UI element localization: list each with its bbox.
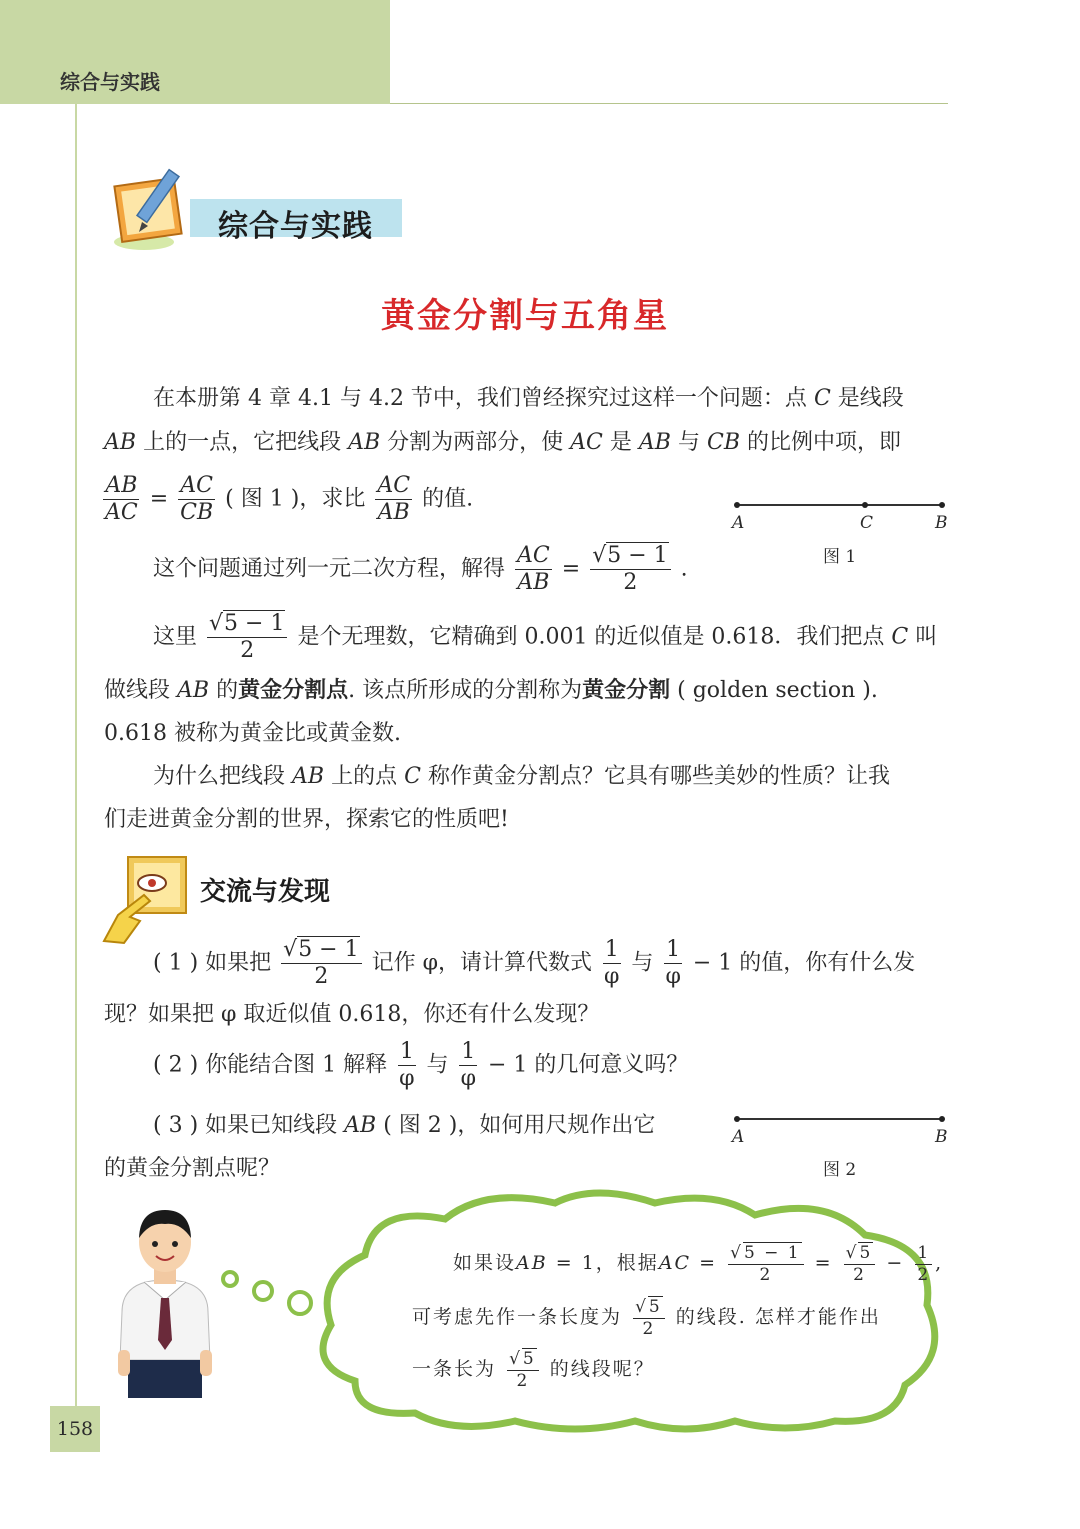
- para4-line-1: 为什么把线段 AB 上的点 C 称作黄金分割点？它具有哪些美妙的性质？让我: [153, 764, 890, 789]
- figure1-label-c: C: [860, 513, 874, 533]
- intro-line-1: 在本册第 4 章 4.1 与 4.2 节中，我们曾经探究过这样一个问题：点 C 是线段: [153, 386, 904, 411]
- figure1-label-b: B: [935, 513, 948, 533]
- para3-line-3: 0.618 被称为黄金比或黄金数.: [104, 721, 401, 746]
- para2-line: 这个问题通过列一元二次方程，解得 $\frac{AC}{AB}$ = $\frac{√5 - 1}{2}$ .: [153, 543, 688, 596]
- eye-pointing-hand-icon: [100, 855, 192, 947]
- bubble-line-1: 如果设AB = 1，根据AC = $\frac{√5 - 1}{2}$ = $\frac{√5}{2}$ − $\frac{1}{2}$ ,: [453, 1243, 944, 1285]
- section-badge-label: 综合与实践: [218, 209, 373, 244]
- figure1-caption: 图 1: [823, 547, 857, 567]
- question-3-line-2: 的黄金分割点呢？: [104, 1156, 281, 1181]
- figure1-point-c: [862, 502, 868, 508]
- bubble-line-2: 可考虑先作一条长度为 $\frac{√5}{2}$ 的线段. 怎样才能作出: [412, 1297, 881, 1339]
- fraction-ac-ab: $\frac{AC}{AB}$: [377, 473, 411, 526]
- figure1-point-b: [939, 502, 945, 508]
- figure2-point-a: [734, 1116, 740, 1122]
- page-title: 黄金分割与五角星: [381, 296, 669, 336]
- figure2-label-a: A: [732, 1127, 745, 1147]
- header-rule: [390, 103, 948, 104]
- figure1-segment: [737, 504, 942, 506]
- fraction-ac-cb: $\frac{AC}{CB}$: [180, 473, 214, 526]
- fraction-golden-ratio-3: $\frac{√5 - 1}{2}$: [281, 938, 361, 989]
- page-number: 158: [56, 1418, 94, 1440]
- question-3-line-1: ( 3 ) 如果已知线段 AB ( 图 2 )，如何用尺规作出它: [153, 1113, 656, 1138]
- intro-line-3: $\frac{AB}{AC}$ = $\frac{AC}{CB}$ ( 图 1 )，求比 $\frac{AC}{AB}$ 的值.: [105, 473, 474, 526]
- question-1-line-2: 现？如果把 φ 取近似值 0.618，你还有什么发现？: [104, 1002, 600, 1027]
- fraction-golden-ratio: $\frac{√5 - 1}{2}$: [590, 544, 670, 595]
- para4-line-2: 们走进黄金分割的世界，探索它的性质吧!: [104, 807, 509, 832]
- boy-illustration: [100, 1200, 230, 1400]
- para3-line-2: 做线段 AB 的黄金分割点. 该点所形成的分割称为黄金分割 ( golden section ).: [104, 678, 878, 703]
- figure1-label-a: A: [732, 513, 745, 533]
- fraction-one-over-phi-2: $\frac{1}{\varphi}$: [665, 937, 681, 990]
- para3-line-1: 这里 $\frac{√5 - 1}{2}$ 是个无理数，它精确到 0.001 的近似值是 0.618．我们把点 C 叫: [153, 611, 938, 664]
- figure2-caption: 图 2: [823, 1160, 857, 1180]
- intro-line-2: AB 上的一点，它把线段 AB 分割为两部分，使 AC 是 AB 与 CB 的比例中项，即: [104, 430, 901, 455]
- header-band: [0, 0, 390, 104]
- fraction-one-over-phi-3: $\frac{1}{\varphi}$: [399, 1039, 415, 1092]
- figure2-point-b: [939, 1116, 945, 1122]
- pencil-paper-icon: [106, 160, 196, 264]
- exchange-heading: 交流与发现: [200, 877, 331, 907]
- fraction-ac-ab-result: $\frac{AC}{AB}$: [517, 543, 550, 596]
- figure2-label-b: B: [935, 1127, 948, 1147]
- header-section-title: 综合与实践: [60, 70, 160, 94]
- figure1-point-a: [734, 502, 740, 508]
- fraction-one-over-phi-4: $\frac{1}{\varphi}$: [460, 1039, 476, 1092]
- fraction-ab-ac: $\frac{AB}{AC}$: [105, 473, 138, 526]
- question-2: ( 2 ) 你能结合图 1 解释 $\frac{1}{\varphi}$ 与 $\frac{1}{\varphi}$ − 1 的几何意义吗？: [153, 1039, 689, 1092]
- fraction-one-over-phi: $\frac{1}{\varphi}$: [604, 937, 620, 990]
- bubble-line-3: 一条长为 $\frac{√5}{2}$ 的线段呢？: [412, 1349, 655, 1391]
- question-1-line-1: ( 1 ) 如果把 $\frac{√5 - 1}{2}$ 记作 φ，请计算代数式 $\frac{1}{\varphi}$ 与 $\frac{1}{\varphi}$ − 1 的值，你有什么发: [153, 937, 916, 990]
- figure2-segment: [737, 1118, 942, 1120]
- fraction-golden-ratio-2: $\frac{√5 - 1}{2}$: [207, 612, 287, 663]
